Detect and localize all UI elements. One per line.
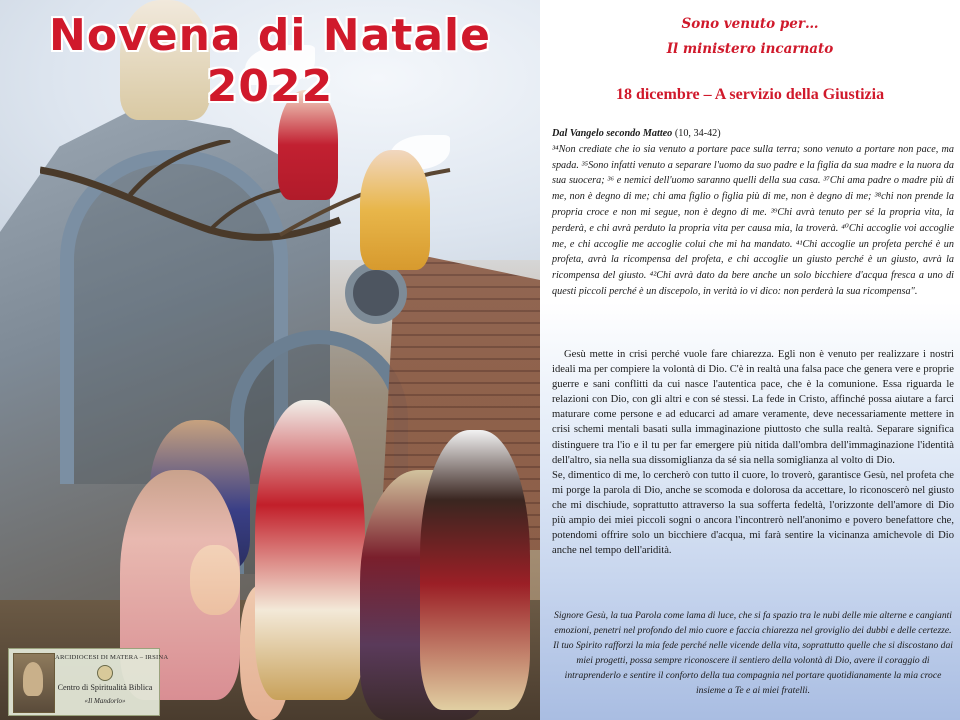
- magi-king-figure: [255, 400, 365, 700]
- text-panel: [540, 0, 960, 720]
- logo-diocese-text: ARCIDIOCESI DI MATERA – IRSINA: [55, 654, 169, 661]
- prayer: Signore Gesù, la tua Parola come lama di luce, che si fa spazio tra le nubi delle mie alterne e cangianti emozioni, penetri nel profondo del mio cuore e faccia chiarezza nel groviglio dei dubbi e delle certezze. Il tuo Spirito rafforzi la mia fede perché nelle vicende della vita, soprattutto quelle che si discostano dai miei progetti, possa sempre riconoscere il sentiero della volontà di Dio, avere il coraggio di intraprenderlo e sentire il conforto della tua compagnia nel portare quotidianamente la mia croce insieme a Te e ai miei fratelli.: [553, 610, 953, 696]
- round-window: [345, 262, 407, 324]
- gospel-text: ³⁴Non crediate che io sia venuto a portare pace sulla terra; sono venuto a portare non pace, ma spada. ³⁵Sono infatti venuto a separare l'uomo da suo padre e la figlia da sua madre e la nuora da sua suocera; ³⁶ e nemici dell'uomo saranno quelli della sua casa. ³⁷Chi ama padre o madre più di me, non è degno di me; chi ama figlio o figlia più di me, non è degno di me; ³⁸chi non prende la propria croce e non mi segue, non è degno di me. ³⁹Chi avrà tenuto per sé la propria vita, la perderà, e chi avrà perduto la propria vita per causa mia, la troverà. ⁴⁰Chi accoglie voi accoglie me, e chi accoglie me accoglie colui che mi ha mandato. ⁴¹Chi accoglie un profeta perché è un profeta, avrà la ricompensa del profeta, e chi accoglie un giusto perché è un giusto, avrà la ricompensa del giusto. ⁴²Chi avrà dato da bere anche un solo bicchiere d'acqua fresca a uno di questi piccoli perché è un discepolo, in verità io vi dico: non perderà la sua ricompensa".: [552, 143, 954, 297]
- gospel-reading: [552, 126, 954, 300]
- logo-center-text: Centro di Spiritualità Biblica: [57, 683, 153, 692]
- day-title: 18 dicembre – A servizio della Giustizia: [615, 86, 885, 103]
- angel-figure-yellow: [360, 150, 430, 270]
- gospel-source-label: Dal Vangelo secondo Matteo: [552, 128, 673, 139]
- seal-icon: [97, 665, 113, 681]
- page-title: Novena di Natale 2022: [49, 10, 491, 112]
- magi-king-figure: [420, 430, 530, 710]
- baby-jesus-figure: [190, 545, 240, 615]
- logo-image: [13, 653, 55, 713]
- subtitle-line-2: Il ministero incarnato: [666, 41, 834, 57]
- reflection-paragraph: Gesù mette in crisi perché vuole fare chiarezza. Egli non è venuto per realizzare i nostri ideali ma per compiere la volontà di Dio. C'è in realtà una falsa pace che genera vere e proprie guerre e sani conflitti da cui nasce l'autentica pace, che è la comunione. Essa riguarda le relazioni con Dio, con gli altri e con sé stessi. La fede in Cristo, affinché possa aiutare a farci maturare come persone e ad educarci ad amare veramente, deve necessariamente mettere in crisi schemi mentali basati sulla immaginazione piuttosto che sulla realtà. Separare significa distinguere tra l'io e il tu per far emergere più nitida dall'ombra dell'immaginazione l'identità dell'altro, sia nella sua dissomiglianza da sé sia nella somiglianza al volto di Dio.: [552, 349, 954, 466]
- logo-name-text: «Il Mandorlo»: [84, 697, 126, 705]
- organization-logo: [8, 648, 169, 716]
- reflection-paragraph: Se, dimentico di me, lo cercherò con tutto il cuore, lo troverò, garantisce Gesù, nel profeta che mi porge la parola di Dio, anche se scomoda e dolorosa da accettare, lo riconoscerò nel giusto che mi dischiude, soprattutto attraverso la sua sofferta fedeltà, l'orizzonte dell'amore di Dio più ampio dei miei piccoli sogni o ancora l'incontrerò nell'anonimo e povero benefattore che, potendomi offrire solo un bicchiere d'acqua, mi farà sentire la vicinanza amichevole di Dio anche nel tempo dell'aridità.: [552, 469, 954, 557]
- gospel-reference: (10, 34-42): [674, 128, 721, 139]
- reflection: [552, 347, 954, 558]
- subtitle-line-1: Sono venuto per…: [681, 16, 819, 32]
